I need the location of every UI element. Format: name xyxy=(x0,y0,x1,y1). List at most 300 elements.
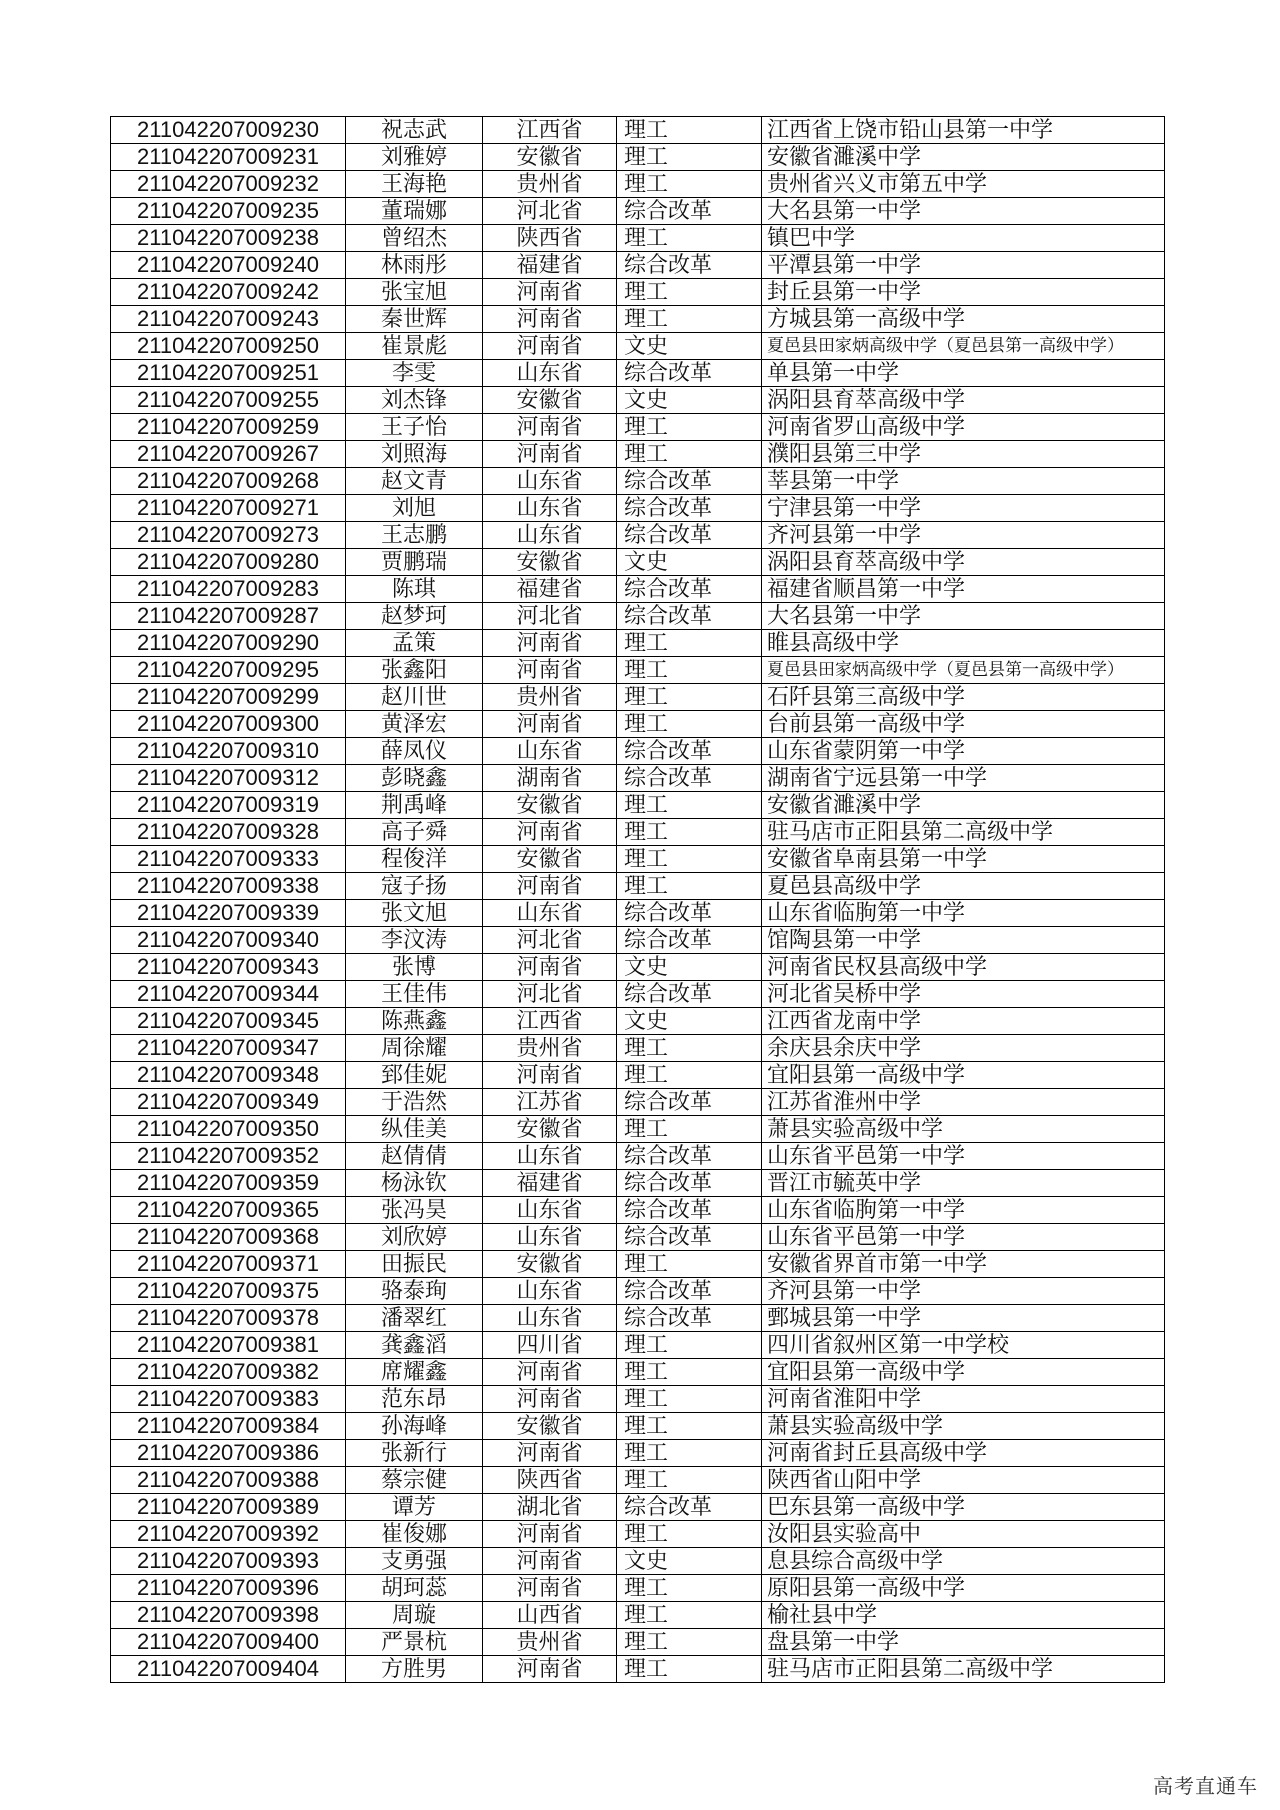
subject-category-cell: 综合改革 xyxy=(617,738,762,765)
table-row xyxy=(111,1143,1165,1170)
table-row xyxy=(111,414,1165,441)
student-name-cell: 蔡宗健 xyxy=(346,1467,483,1494)
subject-category-cell: 理工 xyxy=(617,225,762,252)
table-row xyxy=(111,657,1165,684)
student-name-cell: 林雨彤 xyxy=(346,252,483,279)
candidate-number-cell: 211042207009310 xyxy=(111,738,346,765)
student-name-cell: 王海艳 xyxy=(346,171,483,198)
student-name-cell: 胡珂蕊 xyxy=(346,1575,483,1602)
province-cell: 山东省 xyxy=(483,468,617,495)
candidate-number-cell: 211042207009384 xyxy=(111,1413,346,1440)
subject-category-cell: 理工 xyxy=(617,1413,762,1440)
high-school-cell: 盘县第一中学 xyxy=(762,1629,1165,1656)
high-school-cell: 大名县第一中学 xyxy=(762,198,1165,225)
student-name-cell: 赵梦珂 xyxy=(346,603,483,630)
candidate-number-cell: 211042207009359 xyxy=(111,1170,346,1197)
student-name-cell: 田振民 xyxy=(346,1251,483,1278)
candidate-number-cell: 211042207009393 xyxy=(111,1548,346,1575)
student-name-cell: 严景杭 xyxy=(346,1629,483,1656)
student-name-cell: 杨泳钦 xyxy=(346,1170,483,1197)
candidate-number-cell: 211042207009396 xyxy=(111,1575,346,1602)
province-cell: 山东省 xyxy=(483,1197,617,1224)
student-name-cell: 陈燕鑫 xyxy=(346,1008,483,1035)
subject-category-cell: 综合改革 xyxy=(617,576,762,603)
high-school-cell: 涡阳县育萃高级中学 xyxy=(762,549,1165,576)
province-cell: 河南省 xyxy=(483,1521,617,1548)
student-name-cell: 李汶涛 xyxy=(346,927,483,954)
student-name-cell: 刘雅婷 xyxy=(346,144,483,171)
subject-category-cell: 理工 xyxy=(617,171,762,198)
subject-category-cell: 理工 xyxy=(617,1602,762,1629)
table-row xyxy=(111,711,1165,738)
subject-category-cell: 综合改革 xyxy=(617,495,762,522)
table-row xyxy=(111,387,1165,414)
province-cell: 山东省 xyxy=(483,1143,617,1170)
candidate-number-cell: 211042207009251 xyxy=(111,360,346,387)
subject-category-cell: 理工 xyxy=(617,117,762,144)
province-cell: 福建省 xyxy=(483,1170,617,1197)
high-school-cell: 江西省龙南中学 xyxy=(762,1008,1165,1035)
table-row xyxy=(111,1521,1165,1548)
student-name-cell: 秦世辉 xyxy=(346,306,483,333)
high-school-cell: 台前县第一高级中学 xyxy=(762,711,1165,738)
province-cell: 河南省 xyxy=(483,306,617,333)
table-row xyxy=(111,495,1165,522)
subject-category-cell: 理工 xyxy=(617,1035,762,1062)
candidate-number-cell: 211042207009386 xyxy=(111,1440,346,1467)
high-school-cell: 湖南省宁远县第一中学 xyxy=(762,765,1165,792)
table-row xyxy=(111,900,1165,927)
candidate-number-cell: 211042207009333 xyxy=(111,846,346,873)
table-row xyxy=(111,144,1165,171)
candidate-number-cell: 211042207009339 xyxy=(111,900,346,927)
student-name-cell: 赵文青 xyxy=(346,468,483,495)
table-row xyxy=(111,1332,1165,1359)
high-school-cell: 安徽省界首市第一中学 xyxy=(762,1251,1165,1278)
table-row xyxy=(111,1467,1165,1494)
province-cell: 贵州省 xyxy=(483,171,617,198)
candidate-number-cell: 211042207009340 xyxy=(111,927,346,954)
high-school-cell: 萧县实验高级中学 xyxy=(762,1413,1165,1440)
candidate-number-cell: 211042207009312 xyxy=(111,765,346,792)
province-cell: 河南省 xyxy=(483,1386,617,1413)
high-school-cell: 莘县第一中学 xyxy=(762,468,1165,495)
subject-category-cell: 理工 xyxy=(617,711,762,738)
subject-category-cell: 理工 xyxy=(617,1629,762,1656)
province-cell: 贵州省 xyxy=(483,684,617,711)
subject-category-cell: 综合改革 xyxy=(617,981,762,1008)
province-cell: 河北省 xyxy=(483,981,617,1008)
table-row xyxy=(111,1197,1165,1224)
table-row xyxy=(111,738,1165,765)
subject-category-cell: 文史 xyxy=(617,333,762,360)
subject-category-cell: 理工 xyxy=(617,1386,762,1413)
candidate-number-cell: 211042207009242 xyxy=(111,279,346,306)
province-cell: 河北省 xyxy=(483,927,617,954)
high-school-cell: 余庆县余庆中学 xyxy=(762,1035,1165,1062)
student-name-cell: 龚鑫滔 xyxy=(346,1332,483,1359)
table-row xyxy=(111,1413,1165,1440)
candidate-number-cell: 211042207009271 xyxy=(111,495,346,522)
student-name-cell: 程俊洋 xyxy=(346,846,483,873)
high-school-cell: 大名县第一中学 xyxy=(762,603,1165,630)
candidate-number-cell: 211042207009371 xyxy=(111,1251,346,1278)
candidate-number-cell: 211042207009378 xyxy=(111,1305,346,1332)
province-cell: 山西省 xyxy=(483,1602,617,1629)
candidate-number-cell: 211042207009230 xyxy=(111,117,346,144)
candidate-number-cell: 211042207009300 xyxy=(111,711,346,738)
student-name-cell: 骆泰珣 xyxy=(346,1278,483,1305)
subject-category-cell: 理工 xyxy=(617,657,762,684)
subject-category-cell: 理工 xyxy=(617,144,762,171)
candidate-number-cell: 211042207009338 xyxy=(111,873,346,900)
subject-category-cell: 综合改革 xyxy=(617,468,762,495)
subject-category-cell: 文史 xyxy=(617,1008,762,1035)
student-name-cell: 范东昂 xyxy=(346,1386,483,1413)
table-row xyxy=(111,1224,1165,1251)
province-cell: 山东省 xyxy=(483,900,617,927)
high-school-cell: 河南省民权县高级中学 xyxy=(762,954,1165,981)
high-school-cell: 榆社县中学 xyxy=(762,1602,1165,1629)
province-cell: 陕西省 xyxy=(483,225,617,252)
candidate-number-cell: 211042207009299 xyxy=(111,684,346,711)
subject-category-cell: 理工 xyxy=(617,819,762,846)
candidate-number-cell: 211042207009398 xyxy=(111,1602,346,1629)
table-row xyxy=(111,1494,1165,1521)
subject-category-cell: 综合改革 xyxy=(617,1494,762,1521)
province-cell: 河南省 xyxy=(483,711,617,738)
subject-category-cell: 理工 xyxy=(617,441,762,468)
province-cell: 安徽省 xyxy=(483,1116,617,1143)
student-name-cell: 孙海峰 xyxy=(346,1413,483,1440)
province-cell: 湖北省 xyxy=(483,1494,617,1521)
table-row xyxy=(111,252,1165,279)
student-name-cell: 贾鹏瑞 xyxy=(346,549,483,576)
table-row xyxy=(111,1575,1165,1602)
subject-category-cell: 综合改革 xyxy=(617,1197,762,1224)
province-cell: 河南省 xyxy=(483,333,617,360)
candidate-number-cell: 211042207009319 xyxy=(111,792,346,819)
table-row xyxy=(111,225,1165,252)
province-cell: 河南省 xyxy=(483,1548,617,1575)
table-row xyxy=(111,576,1165,603)
subject-category-cell: 综合改革 xyxy=(617,360,762,387)
province-cell: 江苏省 xyxy=(483,1089,617,1116)
candidate-number-cell: 211042207009343 xyxy=(111,954,346,981)
candidate-number-cell: 211042207009345 xyxy=(111,1008,346,1035)
table-row xyxy=(111,954,1165,981)
table-row xyxy=(111,522,1165,549)
high-school-cell: 宜阳县第一高级中学 xyxy=(762,1062,1165,1089)
province-cell: 安徽省 xyxy=(483,792,617,819)
student-name-cell: 寇子扬 xyxy=(346,873,483,900)
high-school-cell: 原阳县第一高级中学 xyxy=(762,1575,1165,1602)
province-cell: 江西省 xyxy=(483,117,617,144)
high-school-cell: 巴东县第一高级中学 xyxy=(762,1494,1165,1521)
high-school-cell: 福建省顺昌第一中学 xyxy=(762,576,1165,603)
student-name-cell: 赵倩倩 xyxy=(346,1143,483,1170)
candidate-number-cell: 211042207009255 xyxy=(111,387,346,414)
subject-category-cell: 综合改革 xyxy=(617,1143,762,1170)
candidate-number-cell: 211042207009283 xyxy=(111,576,346,603)
student-name-cell: 郅佳妮 xyxy=(346,1062,483,1089)
student-name-cell: 张宝旭 xyxy=(346,279,483,306)
subject-category-cell: 理工 xyxy=(617,630,762,657)
table-row xyxy=(111,1602,1165,1629)
subject-category-cell: 综合改革 xyxy=(617,1278,762,1305)
student-name-cell: 董瑞娜 xyxy=(346,198,483,225)
candidate-number-cell: 211042207009267 xyxy=(111,441,346,468)
subject-category-cell: 综合改革 xyxy=(617,900,762,927)
province-cell: 山东省 xyxy=(483,495,617,522)
subject-category-cell: 理工 xyxy=(617,1062,762,1089)
province-cell: 贵州省 xyxy=(483,1629,617,1656)
subject-category-cell: 综合改革 xyxy=(617,1224,762,1251)
student-name-cell: 纵佳美 xyxy=(346,1116,483,1143)
candidate-number-cell: 211042207009400 xyxy=(111,1629,346,1656)
province-cell: 河南省 xyxy=(483,1656,617,1683)
candidate-number-cell: 211042207009375 xyxy=(111,1278,346,1305)
high-school-cell: 濮阳县第三中学 xyxy=(762,441,1165,468)
student-name-cell: 刘照海 xyxy=(346,441,483,468)
high-school-cell: 驻马店市正阳县第二高级中学 xyxy=(762,819,1165,846)
high-school-cell: 河南省封丘县高级中学 xyxy=(762,1440,1165,1467)
subject-category-cell: 综合改革 xyxy=(617,252,762,279)
student-name-cell: 刘旭 xyxy=(346,495,483,522)
high-school-cell: 夏邑县田家炳高级中学（夏邑县第一高级中学） xyxy=(762,333,1165,360)
candidate-number-cell: 211042207009344 xyxy=(111,981,346,1008)
subject-category-cell: 综合改革 xyxy=(617,927,762,954)
high-school-cell: 睢县高级中学 xyxy=(762,630,1165,657)
high-school-cell: 安徽省濉溪中学 xyxy=(762,792,1165,819)
province-cell: 河南省 xyxy=(483,954,617,981)
student-name-cell: 王子怡 xyxy=(346,414,483,441)
admission-roster-table xyxy=(110,116,1165,1683)
province-cell: 河北省 xyxy=(483,198,617,225)
province-cell: 山东省 xyxy=(483,1224,617,1251)
table-row xyxy=(111,1251,1165,1278)
student-name-cell: 支勇强 xyxy=(346,1548,483,1575)
student-name-cell: 张文旭 xyxy=(346,900,483,927)
student-name-cell: 刘杰锋 xyxy=(346,387,483,414)
table-row xyxy=(111,927,1165,954)
province-cell: 安徽省 xyxy=(483,846,617,873)
high-school-cell: 馆陶县第一中学 xyxy=(762,927,1165,954)
province-cell: 安徽省 xyxy=(483,1251,617,1278)
table-row xyxy=(111,1062,1165,1089)
high-school-cell: 齐河县第一中学 xyxy=(762,1278,1165,1305)
high-school-cell: 河南省淮阳中学 xyxy=(762,1386,1165,1413)
student-name-cell: 王志鹏 xyxy=(346,522,483,549)
subject-category-cell: 理工 xyxy=(617,1656,762,1683)
student-name-cell: 彭晓鑫 xyxy=(346,765,483,792)
candidate-number-cell: 211042207009295 xyxy=(111,657,346,684)
student-name-cell: 高子舜 xyxy=(346,819,483,846)
table-row xyxy=(111,441,1165,468)
student-name-cell: 张鑫阳 xyxy=(346,657,483,684)
province-cell: 河南省 xyxy=(483,441,617,468)
candidate-number-cell: 211042207009232 xyxy=(111,171,346,198)
province-cell: 福建省 xyxy=(483,252,617,279)
candidate-number-cell: 211042207009287 xyxy=(111,603,346,630)
high-school-cell: 萧县实验高级中学 xyxy=(762,1116,1165,1143)
province-cell: 河南省 xyxy=(483,630,617,657)
subject-category-cell: 理工 xyxy=(617,306,762,333)
high-school-cell: 山东省平邑第一中学 xyxy=(762,1143,1165,1170)
high-school-cell: 山东省平邑第一中学 xyxy=(762,1224,1165,1251)
province-cell: 河南省 xyxy=(483,873,617,900)
high-school-cell: 石阡县第三高级中学 xyxy=(762,684,1165,711)
student-name-cell: 孟策 xyxy=(346,630,483,657)
candidate-number-cell: 211042207009349 xyxy=(111,1089,346,1116)
high-school-cell: 齐河县第一中学 xyxy=(762,522,1165,549)
province-cell: 河南省 xyxy=(483,1575,617,1602)
high-school-cell: 河南省罗山高级中学 xyxy=(762,414,1165,441)
province-cell: 河南省 xyxy=(483,819,617,846)
student-name-cell: 李雯 xyxy=(346,360,483,387)
student-name-cell: 荆禹峰 xyxy=(346,792,483,819)
province-cell: 河南省 xyxy=(483,657,617,684)
province-cell: 陕西省 xyxy=(483,1467,617,1494)
high-school-cell: 涡阳县育萃高级中学 xyxy=(762,387,1165,414)
high-school-cell: 晋江市毓英中学 xyxy=(762,1170,1165,1197)
table-row xyxy=(111,117,1165,144)
candidate-number-cell: 211042207009352 xyxy=(111,1143,346,1170)
subject-category-cell: 文史 xyxy=(617,954,762,981)
province-cell: 山东省 xyxy=(483,1278,617,1305)
table-row xyxy=(111,792,1165,819)
subject-category-cell: 综合改革 xyxy=(617,198,762,225)
student-name-cell: 张新行 xyxy=(346,1440,483,1467)
table-row xyxy=(111,1305,1165,1332)
student-name-cell: 王佳伟 xyxy=(346,981,483,1008)
province-cell: 山东省 xyxy=(483,1305,617,1332)
candidate-number-cell: 211042207009388 xyxy=(111,1467,346,1494)
high-school-cell: 安徽省阜南县第一中学 xyxy=(762,846,1165,873)
student-name-cell: 曾绍杰 xyxy=(346,225,483,252)
candidate-number-cell: 211042207009250 xyxy=(111,333,346,360)
candidate-number-cell: 211042207009381 xyxy=(111,1332,346,1359)
province-cell: 河南省 xyxy=(483,1359,617,1386)
high-school-cell: 江西省上饶市铅山县第一中学 xyxy=(762,117,1165,144)
province-cell: 安徽省 xyxy=(483,1413,617,1440)
candidate-number-cell: 211042207009404 xyxy=(111,1656,346,1683)
candidate-number-cell: 211042207009235 xyxy=(111,198,346,225)
table-row xyxy=(111,819,1165,846)
roster-body xyxy=(111,117,1165,1683)
table-row xyxy=(111,171,1165,198)
high-school-cell: 鄄城县第一中学 xyxy=(762,1305,1165,1332)
student-name-cell: 方胜男 xyxy=(346,1656,483,1683)
subject-category-cell: 文史 xyxy=(617,1548,762,1575)
high-school-cell: 四川省叙州区第一中学校 xyxy=(762,1332,1165,1359)
subject-category-cell: 理工 xyxy=(617,684,762,711)
high-school-cell: 山东省临朐第一中学 xyxy=(762,1197,1165,1224)
high-school-cell: 山东省临朐第一中学 xyxy=(762,900,1165,927)
province-cell: 山东省 xyxy=(483,360,617,387)
table-row xyxy=(111,846,1165,873)
subject-category-cell: 综合改革 xyxy=(617,522,762,549)
candidate-number-cell: 211042207009389 xyxy=(111,1494,346,1521)
province-cell: 福建省 xyxy=(483,576,617,603)
province-cell: 河南省 xyxy=(483,1062,617,1089)
student-name-cell: 席耀鑫 xyxy=(346,1359,483,1386)
subject-category-cell: 理工 xyxy=(617,1440,762,1467)
province-cell: 贵州省 xyxy=(483,1035,617,1062)
subject-category-cell: 理工 xyxy=(617,1359,762,1386)
province-cell: 河南省 xyxy=(483,1440,617,1467)
high-school-cell: 山东省蒙阴第一中学 xyxy=(762,738,1165,765)
candidate-number-cell: 211042207009231 xyxy=(111,144,346,171)
subject-category-cell: 理工 xyxy=(617,873,762,900)
student-name-cell: 周徐耀 xyxy=(346,1035,483,1062)
table-row xyxy=(111,684,1165,711)
high-school-cell: 方城县第一高级中学 xyxy=(762,306,1165,333)
province-cell: 山东省 xyxy=(483,738,617,765)
candidate-number-cell: 211042207009383 xyxy=(111,1386,346,1413)
subject-category-cell: 理工 xyxy=(617,1575,762,1602)
candidate-number-cell: 211042207009240 xyxy=(111,252,346,279)
student-name-cell: 周璇 xyxy=(346,1602,483,1629)
student-name-cell: 张博 xyxy=(346,954,483,981)
table-row xyxy=(111,360,1165,387)
student-name-cell: 崔俊娜 xyxy=(346,1521,483,1548)
candidate-number-cell: 211042207009243 xyxy=(111,306,346,333)
candidate-number-cell: 211042207009259 xyxy=(111,414,346,441)
province-cell: 河南省 xyxy=(483,414,617,441)
table-row xyxy=(111,1278,1165,1305)
table-row xyxy=(111,468,1165,495)
high-school-cell: 单县第一中学 xyxy=(762,360,1165,387)
high-school-cell: 宜阳县第一高级中学 xyxy=(762,1359,1165,1386)
student-name-cell: 赵川世 xyxy=(346,684,483,711)
table-row xyxy=(111,873,1165,900)
student-name-cell: 张冯昊 xyxy=(346,1197,483,1224)
candidate-number-cell: 211042207009382 xyxy=(111,1359,346,1386)
subject-category-cell: 理工 xyxy=(617,1116,762,1143)
province-cell: 山东省 xyxy=(483,522,617,549)
subject-category-cell: 理工 xyxy=(617,1521,762,1548)
student-name-cell: 薛凤仪 xyxy=(346,738,483,765)
candidate-number-cell: 211042207009273 xyxy=(111,522,346,549)
high-school-cell: 封丘县第一中学 xyxy=(762,279,1165,306)
province-cell: 江西省 xyxy=(483,1008,617,1035)
candidate-number-cell: 211042207009350 xyxy=(111,1116,346,1143)
table-row xyxy=(111,279,1165,306)
table-row xyxy=(111,1116,1165,1143)
subject-category-cell: 理工 xyxy=(617,1332,762,1359)
table-row xyxy=(111,1656,1165,1683)
candidate-number-cell: 211042207009290 xyxy=(111,630,346,657)
student-name-cell: 祝志武 xyxy=(346,117,483,144)
subject-category-cell: 理工 xyxy=(617,1251,762,1278)
province-cell: 河南省 xyxy=(483,279,617,306)
table-row xyxy=(111,1548,1165,1575)
high-school-cell: 陕西省山阳中学 xyxy=(762,1467,1165,1494)
table-row xyxy=(111,549,1165,576)
high-school-cell: 镇巴中学 xyxy=(762,225,1165,252)
table-row xyxy=(111,603,1165,630)
candidate-number-cell: 211042207009348 xyxy=(111,1062,346,1089)
high-school-cell: 汝阳县实验高中 xyxy=(762,1521,1165,1548)
table-row xyxy=(111,1035,1165,1062)
subject-category-cell: 理工 xyxy=(617,792,762,819)
province-cell: 安徽省 xyxy=(483,387,617,414)
table-row xyxy=(111,981,1165,1008)
candidate-number-cell: 211042207009268 xyxy=(111,468,346,495)
subject-category-cell: 综合改革 xyxy=(617,1089,762,1116)
table-row xyxy=(111,1008,1165,1035)
